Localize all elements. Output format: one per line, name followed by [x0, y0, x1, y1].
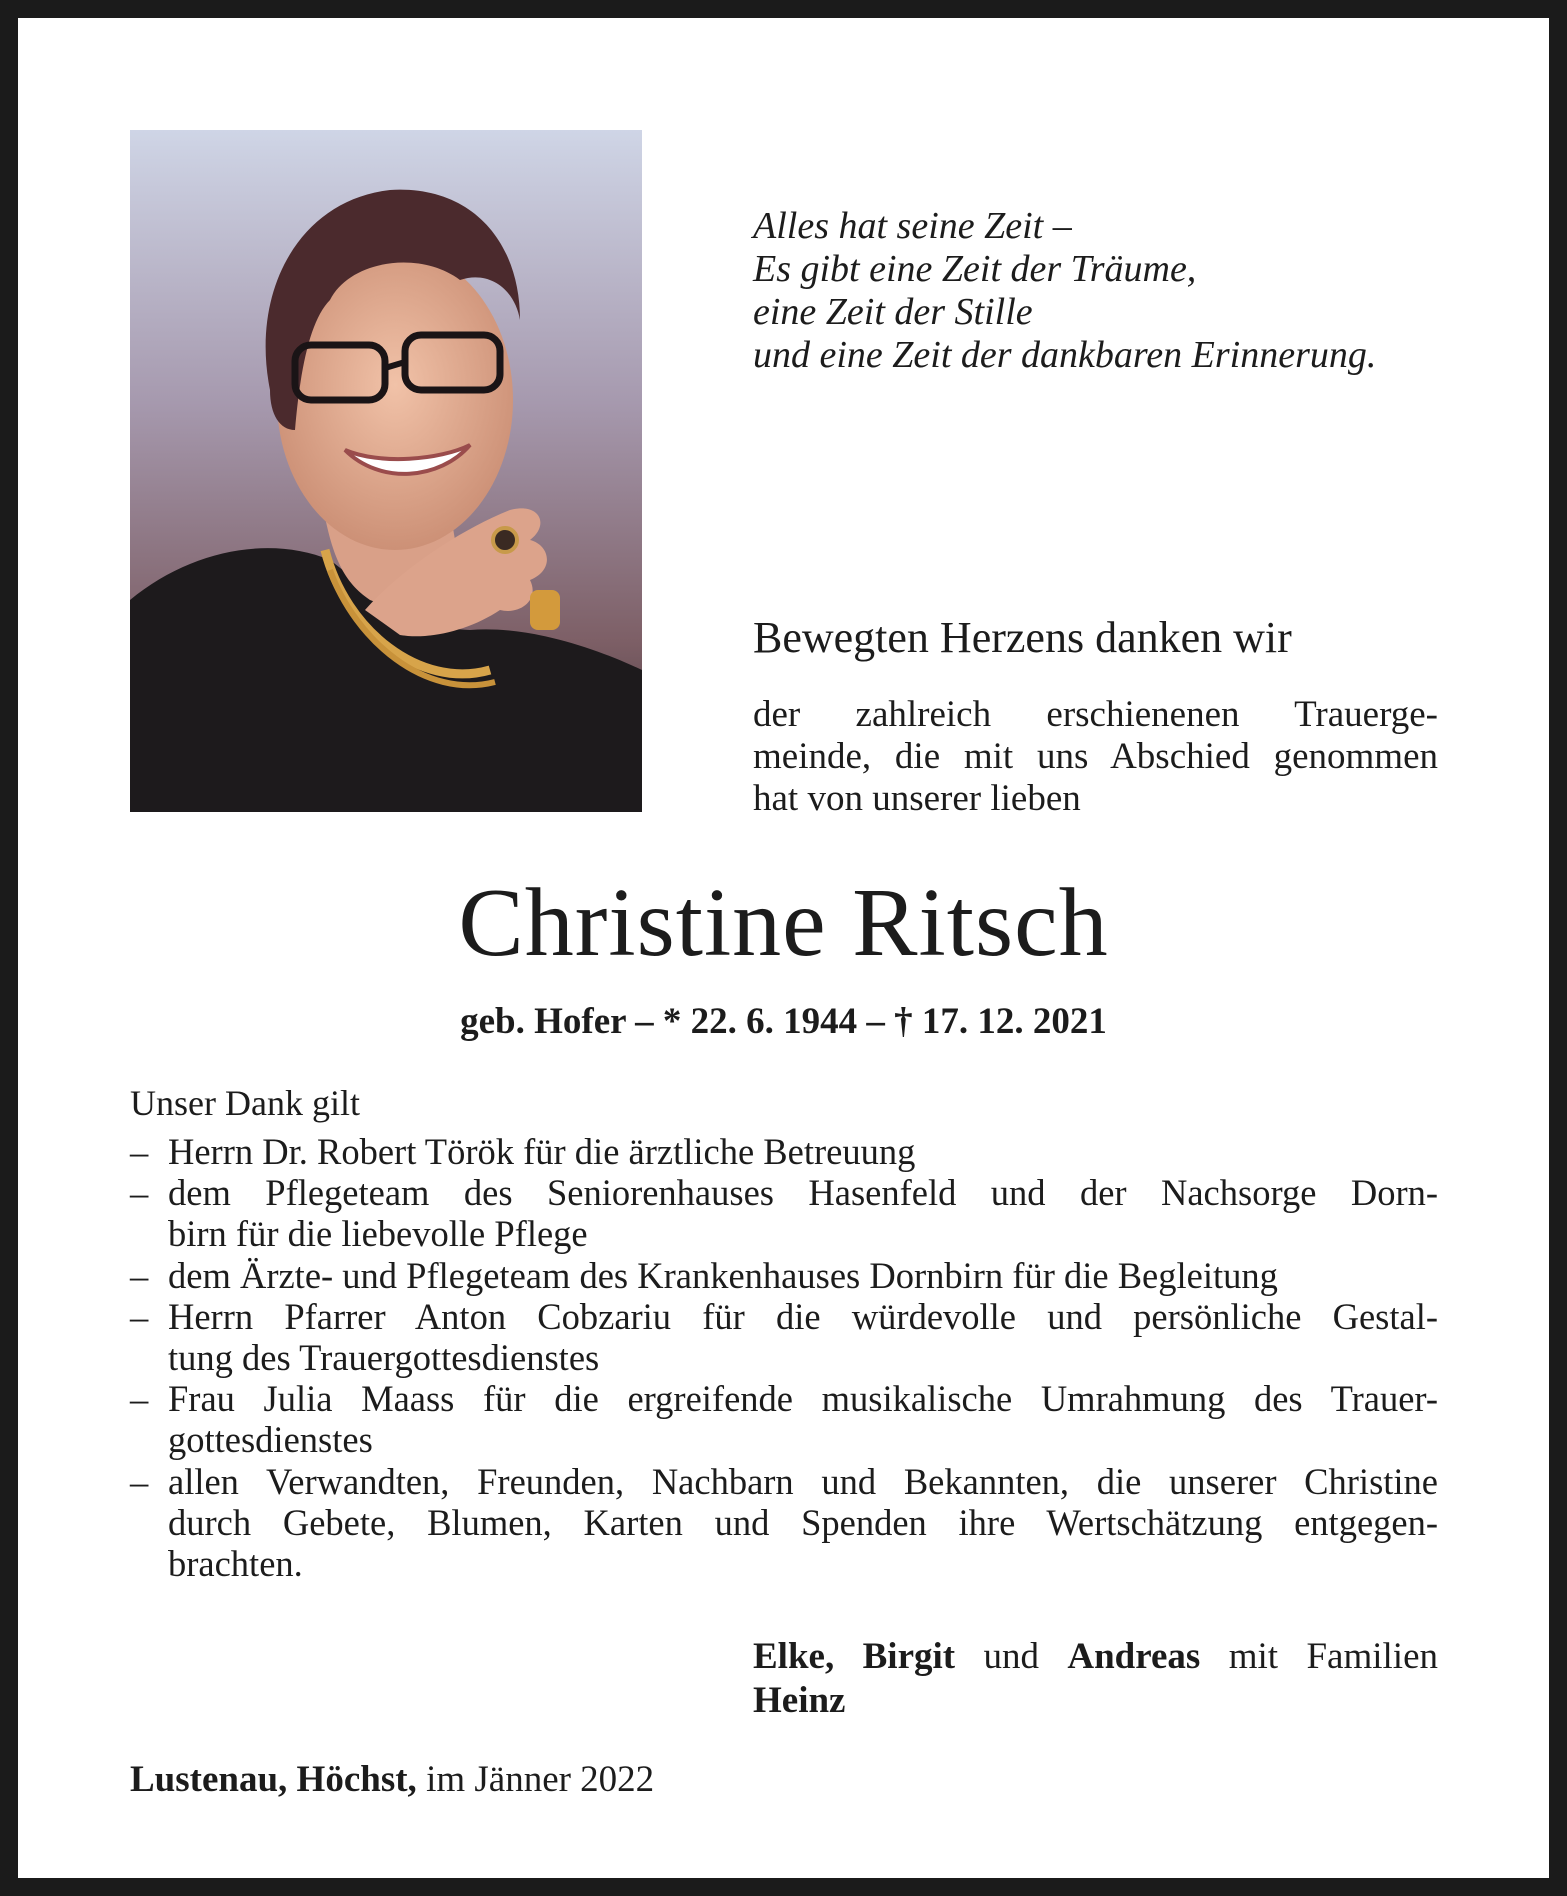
dash-bullet: – — [130, 1378, 149, 1420]
list-item-line: durch Gebete, Blumen, Karten und Spenden ihre Wertschätzung entgegen- — [168, 1501, 1438, 1543]
signature-name: Heinz — [753, 1680, 846, 1721]
list-item — [130, 1461, 1438, 1585]
place-month: im Jänner 2022 — [426, 1759, 655, 1800]
list-item-line: Herrn Dr. Robert Török für die ärztliche Betreuung — [168, 1131, 916, 1172]
signature-conjunction: und — [983, 1636, 1039, 1677]
list-item — [130, 1296, 1438, 1378]
portrait-image — [130, 130, 642, 812]
place-date — [130, 1758, 654, 1802]
signature-row — [753, 1635, 1438, 1679]
list-item — [130, 1131, 1438, 1172]
list-item-line: dem Pflegeteam des Seniorenhauses Hasenfeld und der Nachsorge Dorn- — [168, 1172, 1438, 1214]
list-item-line: gottesdienstes — [168, 1419, 373, 1461]
deceased-dates: geb. Hofer – * 22. 6. 1944 – † 17. 12. 2021 — [460, 1001, 1107, 1042]
thanks-intro-line: der zahlreich erschienenen Trauerge- — [753, 694, 1438, 735]
signature-suffix: mit Familien — [1228, 1636, 1438, 1677]
thanks-heading: Bewegten Herzens danken wir — [753, 613, 1292, 662]
memorial-quote — [753, 205, 1453, 377]
dash-bullet: – — [130, 1460, 149, 1502]
list-item-line: dem Ärzte- und Pflegeteam des Krankenhauses Dornbirn für die Begleitung — [168, 1254, 1278, 1296]
list-item-line: Frau Julia Maass für die ergreifende musikalische Umrahmung des Trauer- — [168, 1378, 1438, 1420]
list-item-line: birn für die liebevolle Pflege — [168, 1213, 588, 1255]
place-towns: Lustenau, Höchst, — [130, 1759, 417, 1800]
list-item-line: brachten. — [168, 1543, 303, 1585]
list-item — [130, 1378, 1438, 1460]
signature-name: Andreas — [1067, 1636, 1201, 1677]
list-item — [130, 1172, 1438, 1254]
thanks-intro-line: meinde, die mit uns Abschied genommen — [753, 736, 1438, 777]
list-item — [130, 1255, 1438, 1296]
deceased-name: Christine Ritsch — [458, 869, 1109, 977]
gratitude-list — [130, 1131, 1438, 1584]
thanks-intro-line: hat von unserer lieben — [753, 778, 1081, 819]
signature-name: Birgit — [862, 1636, 956, 1677]
dash-bullet: – — [130, 1254, 149, 1296]
signature-name: Elke, — [753, 1636, 835, 1677]
quote-line: Es gibt eine Zeit der Träume, — [753, 248, 1197, 290]
dash-bullet: – — [130, 1131, 149, 1172]
quote-line: und eine Zeit der dankbaren Erinnerung. — [753, 334, 1377, 376]
gratitude-intro: Unser Dank gilt — [130, 1083, 360, 1123]
list-item-line: tung des Trauergottesdienstes — [168, 1337, 600, 1379]
dash-bullet: – — [130, 1172, 149, 1214]
dash-bullet: – — [130, 1295, 149, 1337]
thanks-intro — [753, 694, 1438, 820]
quote-line: eine Zeit der Stille — [753, 291, 1033, 333]
list-item-line: allen Verwandten, Freunden, Nachbarn und Bekannten, die unserer Christine — [168, 1460, 1438, 1502]
portrait-photo — [130, 130, 642, 812]
quote-line: Alles hat seine Zeit – — [753, 205, 1072, 247]
signature-block — [753, 1635, 1438, 1723]
list-item-line: Herrn Pfarrer Anton Cobzariu für die würdevolle und persönliche Gestal- — [168, 1295, 1438, 1337]
